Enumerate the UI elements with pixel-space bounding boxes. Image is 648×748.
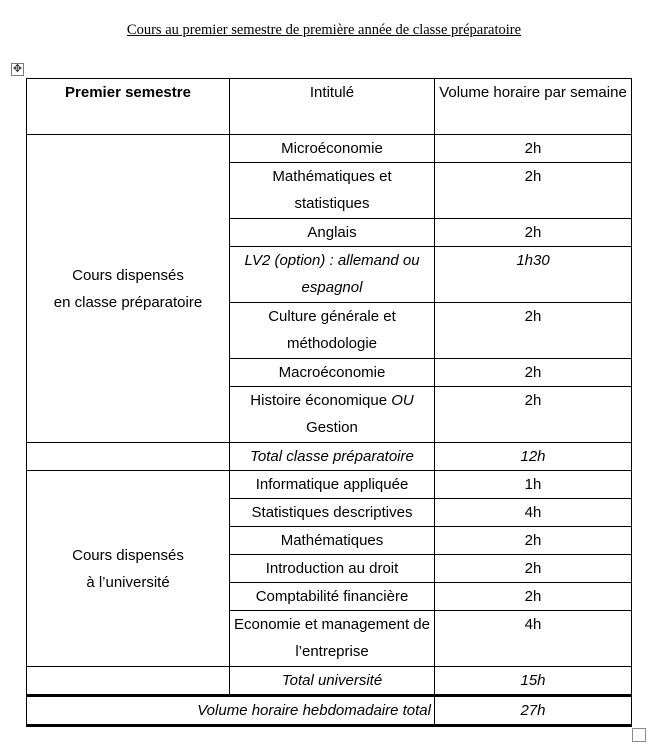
course-hours: 2h [435,135,632,163]
course-hours: 2h [435,163,632,219]
table-move-handle-icon[interactable]: ✥ [12,63,23,75]
course-name: Mathématiques [230,527,435,555]
course-name: Anglais [230,219,435,247]
course-name: Culture générale et méthodologie [230,303,435,359]
document-title: Cours au premier semestre de première année de classe préparatoire [126,22,522,38]
course-hours: 2h [435,555,632,583]
header-weekly-hours: Volume horaire par semaine [435,79,632,135]
grand-total-hours: 27h [435,696,632,726]
course-hours: 2h [435,219,632,247]
empty-cell [27,667,230,696]
course-name-or: OU [391,392,414,409]
course-name [230,387,435,443]
course-hours: 1h [435,471,632,499]
course-name: Informatique appliquée [230,471,435,499]
subtotal-row-prep [27,443,632,471]
group-label-line1: Cours dispensés [72,546,184,564]
table-resize-handle-icon[interactable] [632,728,646,742]
subtotal-label: Total classe préparatoire [230,443,435,471]
table-row [27,471,632,499]
course-hours: 4h [435,611,632,667]
course-name: Introduction au droit [230,555,435,583]
course-hours: 2h [435,387,632,443]
course-hours: 2h [435,527,632,555]
header-row [27,79,632,135]
header-semester: Premier semestre [27,79,230,135]
course-name: Macroéconomie [230,359,435,387]
course-hours: 2h [435,583,632,611]
course-name-part: Gestion [306,419,358,436]
group-label-line2: en classe préparatoire [53,293,203,311]
course-hours: 1h30 [435,247,632,303]
group-cell-prep [27,135,230,443]
grand-total-row [27,696,632,726]
course-name: Comptabilité financière [230,583,435,611]
course-hours: 2h [435,359,632,387]
grand-total-label: Volume horaire hebdomadaire total [27,696,435,726]
subtotal-hours: 12h [435,443,632,471]
subtotal-hours: 15h [435,667,632,696]
header-title: Intitulé [230,79,435,135]
course-name: Statistiques descriptives [230,499,435,527]
course-name: Microéconomie [230,135,435,163]
course-name: LV2 (option) : allemand ou espagnol [230,247,435,303]
group-label-line2: à l’université [86,573,170,591]
course-name-part: Histoire économique [250,392,392,409]
group-cell-univ [27,471,230,667]
course-hours: 4h [435,499,632,527]
empty-cell [27,443,230,471]
group-label-line1: Cours dispensés [72,266,184,284]
table-row [27,135,632,163]
course-table [26,78,632,727]
course-name: Economie et management de l’entreprise [230,611,435,667]
subtotal-label: Total université [230,667,435,696]
course-hours: 2h [435,303,632,359]
course-name: Mathématiques et statistiques [230,163,435,219]
subtotal-row-univ [27,667,632,696]
